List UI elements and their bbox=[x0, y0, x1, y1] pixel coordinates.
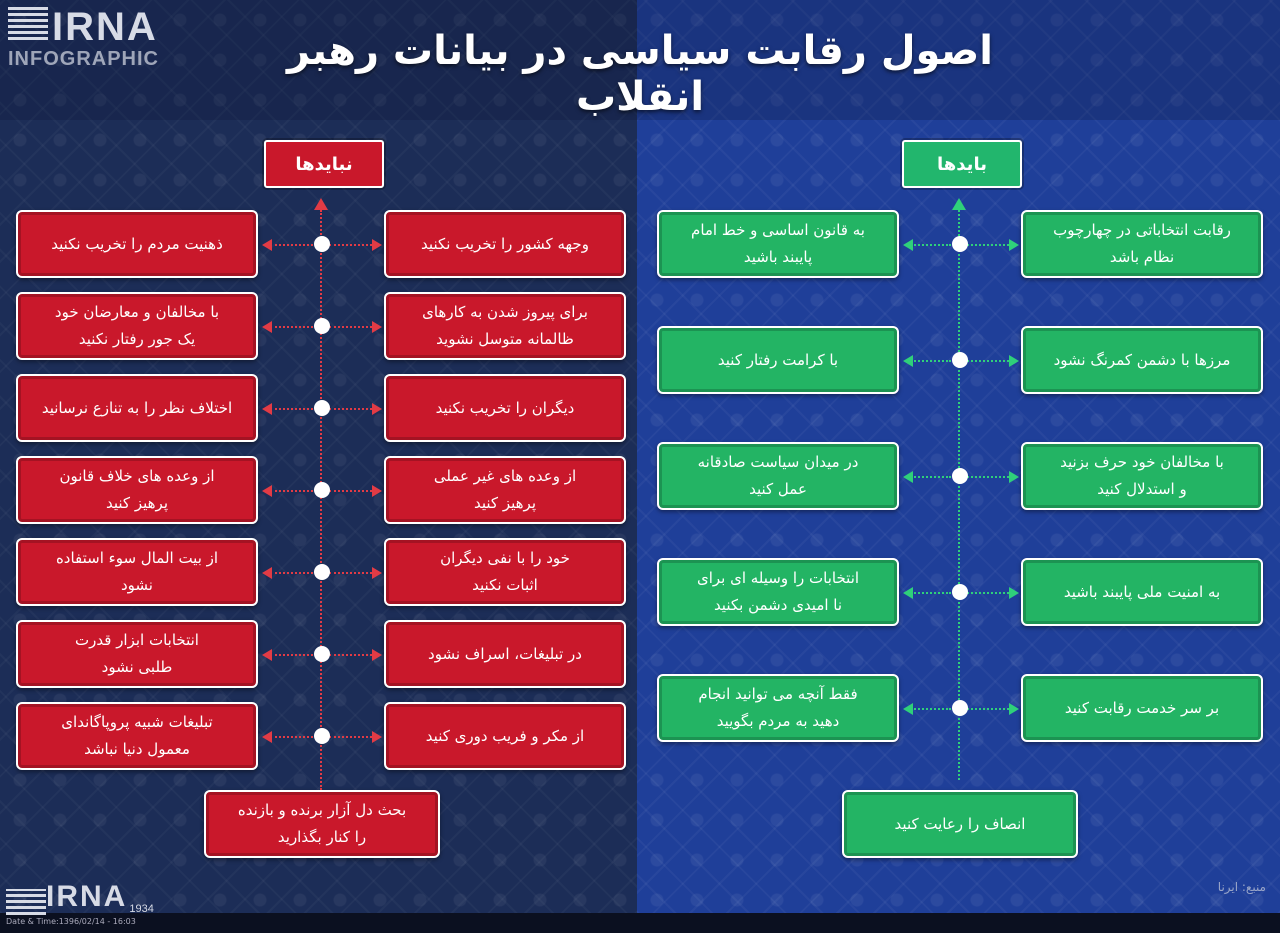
donts-arrow-left-icon bbox=[262, 403, 272, 415]
footer-date: Date & Time:1396/02/14 - 16:03 bbox=[6, 917, 136, 926]
donts-arrow-left-icon bbox=[262, 321, 272, 333]
dos-left-card: فقط آنچه می توانید انجام دهید به مردم بگویید bbox=[657, 674, 899, 742]
dos-connector-right bbox=[967, 476, 1009, 478]
donts-arrow-right-icon bbox=[372, 485, 382, 497]
page-title: اصول رقابت سیاسی در بیانات رهبر انقلاب bbox=[287, 28, 993, 120]
donts-right-card: از وعده های غیر عملی پرهیز کنید bbox=[384, 456, 626, 524]
donts-right-card: برای پیروز شدن به کارهای ظالمانه متوسل نشوید bbox=[384, 292, 626, 360]
donts-connector-left bbox=[270, 736, 313, 738]
dos-right-card: با مخالفان خود حرف بزنید و استدلال کنید bbox=[1021, 442, 1263, 510]
donts-arrow-right-icon bbox=[372, 321, 382, 333]
donts-right-card: وجهه کشور را تخریب نکنید bbox=[384, 210, 626, 278]
source-credit: منبع: ایرنا bbox=[1217, 880, 1266, 894]
donts-connector-right bbox=[329, 408, 372, 410]
dos-node-dot bbox=[952, 468, 968, 484]
donts-node-dot bbox=[314, 646, 330, 662]
dos-connector-right bbox=[967, 592, 1009, 594]
donts-right-card: در تبلیغات، اسراف نشود bbox=[384, 620, 626, 688]
dos-node-dot bbox=[952, 236, 968, 252]
dos-arrow-right-icon bbox=[1009, 355, 1019, 367]
donts-arrow-left-icon bbox=[262, 567, 272, 579]
dos-connector-left bbox=[911, 244, 951, 246]
logo-name: IRNA bbox=[52, 5, 158, 49]
donts-connector-left bbox=[270, 326, 313, 328]
donts-connector-left bbox=[270, 408, 313, 410]
dos-arrow-right-icon bbox=[1009, 471, 1019, 483]
dos-right-card: به امنیت ملی پایبند باشید bbox=[1021, 558, 1263, 626]
donts-arrow-right-icon bbox=[372, 731, 382, 743]
donts-node-dot bbox=[314, 400, 330, 416]
dos-right-card: رقابت انتخاباتی در چهارچوب نظام باشد bbox=[1021, 210, 1263, 278]
dos-arrow-left-icon bbox=[903, 471, 913, 483]
donts-connector-left bbox=[270, 572, 313, 574]
dos-axis-arrow-icon bbox=[952, 198, 966, 210]
donts-label: نبایدها bbox=[264, 140, 384, 188]
donts-node-dot bbox=[314, 236, 330, 252]
dos-left-card: انتخابات را وسیله ای برای نا امیدی دشمن بکنید bbox=[657, 558, 899, 626]
dos-left-card: در میدان سیاست صادقانه عمل کنید bbox=[657, 442, 899, 510]
dos-node-dot bbox=[952, 584, 968, 600]
logo-subtitle: INFOGRAPHIC bbox=[8, 48, 159, 70]
footer-logo bbox=[6, 880, 154, 915]
donts-left-card: تبلیغات شبیه پروپاگاندای معمول دنیا نباشد bbox=[16, 702, 258, 770]
donts-connector-left bbox=[270, 244, 313, 246]
dos-node-dot bbox=[952, 352, 968, 368]
dos-label: بایدها bbox=[902, 140, 1022, 188]
donts-connector-right bbox=[329, 654, 372, 656]
donts-left-card: انتخابات ابزار قدرت طلبی نشود bbox=[16, 620, 258, 688]
footer-bar bbox=[0, 913, 1280, 933]
dos-connector-right bbox=[967, 244, 1009, 246]
donts-connector-left bbox=[270, 654, 313, 656]
footer-logo-number: 1934 bbox=[129, 902, 154, 915]
irna-bars-icon bbox=[6, 889, 46, 915]
donts-arrow-right-icon bbox=[372, 567, 382, 579]
dos-arrow-left-icon bbox=[903, 587, 913, 599]
dos-arrow-right-icon bbox=[1009, 703, 1019, 715]
donts-connector-right bbox=[329, 490, 372, 492]
donts-bottom-card: بحث دل آزار برنده و بازنده را کنار بگذارید bbox=[204, 790, 440, 858]
dos-connector-right bbox=[967, 708, 1009, 710]
dos-right-card: بر سر خدمت رقابت کنید bbox=[1021, 674, 1263, 742]
dos-node-dot bbox=[952, 700, 968, 716]
donts-left-card: از وعده های خلاف قانون پرهیز کنید bbox=[16, 456, 258, 524]
donts-node-dot bbox=[314, 728, 330, 744]
donts-left-card: ذهنیت مردم را تخریب نکنید bbox=[16, 210, 258, 278]
dos-right-card: مرزها با دشمن کمرنگ نشود bbox=[1021, 326, 1263, 394]
donts-arrow-right-icon bbox=[372, 649, 382, 661]
donts-left-card: با مخالفان و معارضان خود یک جور رفتار نکنید bbox=[16, 292, 258, 360]
dos-left-card: با کرامت رفتار کنید bbox=[657, 326, 899, 394]
donts-right-card: خود را با نفی دیگران اثبات نکنید bbox=[384, 538, 626, 606]
donts-arrow-right-icon bbox=[372, 403, 382, 415]
donts-node-dot bbox=[314, 564, 330, 580]
dos-arrow-left-icon bbox=[903, 355, 913, 367]
donts-arrow-left-icon bbox=[262, 731, 272, 743]
donts-arrow-left-icon bbox=[262, 649, 272, 661]
donts-right-card: از مکر و فریب دوری کنید bbox=[384, 702, 626, 770]
irna-logo bbox=[8, 6, 159, 71]
dos-connector-left bbox=[911, 708, 951, 710]
dos-arrow-left-icon bbox=[903, 703, 913, 715]
donts-connector-right bbox=[329, 572, 372, 574]
donts-left-card: از بیت المال سوء استفاده نشود bbox=[16, 538, 258, 606]
donts-arrow-left-icon bbox=[262, 485, 272, 497]
donts-node-dot bbox=[314, 318, 330, 334]
donts-connector-right bbox=[329, 244, 372, 246]
donts-connector-right bbox=[329, 326, 372, 328]
irna-bars-icon bbox=[8, 6, 48, 40]
dos-arrow-left-icon bbox=[903, 239, 913, 251]
dos-arrow-right-icon bbox=[1009, 239, 1019, 251]
dos-arrow-right-icon bbox=[1009, 587, 1019, 599]
donts-node-dot bbox=[314, 482, 330, 498]
dos-connector-right bbox=[967, 360, 1009, 362]
dos-axis-line bbox=[958, 210, 960, 780]
dos-connector-left bbox=[911, 360, 951, 362]
donts-axis-line bbox=[320, 210, 322, 790]
donts-arrow-left-icon bbox=[262, 239, 272, 251]
dos-connector-left bbox=[911, 476, 951, 478]
donts-arrow-right-icon bbox=[372, 239, 382, 251]
dos-bottom-card: انصاف را رعایت کنید bbox=[842, 790, 1078, 858]
donts-axis-arrow-icon bbox=[314, 198, 328, 210]
footer-logo-name: IRNA bbox=[46, 880, 128, 913]
donts-connector-right bbox=[329, 736, 372, 738]
donts-right-card: دیگران را تخریب نکنید bbox=[384, 374, 626, 442]
dos-connector-left bbox=[911, 592, 951, 594]
dos-left-card: به قانون اساسی و خط امام پایبند باشید bbox=[657, 210, 899, 278]
donts-left-card: اختلاف نظر را به تنازع نرسانید bbox=[16, 374, 258, 442]
donts-connector-left bbox=[270, 490, 313, 492]
